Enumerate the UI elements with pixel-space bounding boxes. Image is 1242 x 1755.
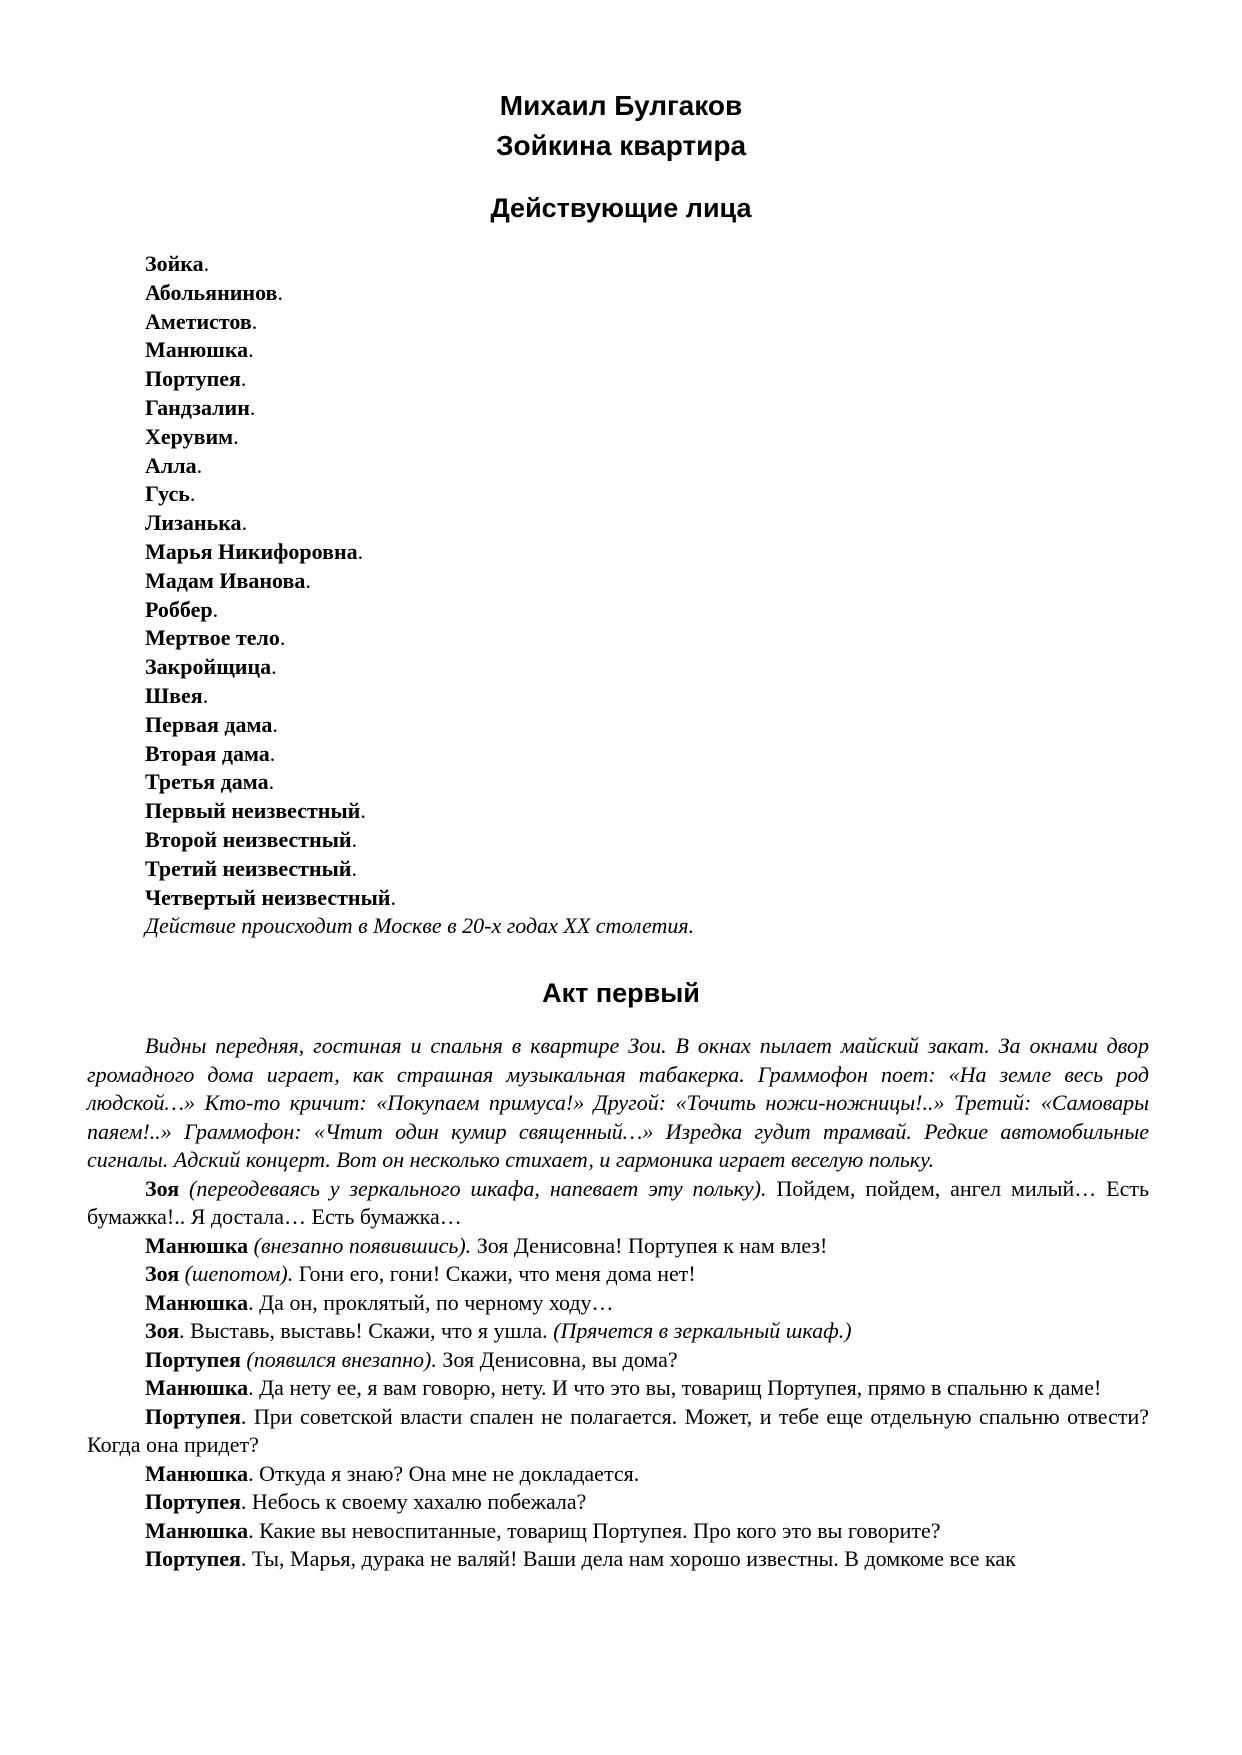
cast-member-name: Манюшка bbox=[145, 337, 249, 363]
dialogue-line bbox=[87, 1460, 1149, 1489]
cast-member-terminator: . bbox=[269, 740, 276, 766]
cast-member bbox=[145, 624, 694, 653]
cast-member bbox=[145, 480, 694, 509]
line-text: Гони его, гони! Скажи, что меня дома нет! bbox=[293, 1261, 696, 1286]
speaker-name: Портупея bbox=[145, 1489, 241, 1514]
stage-remark: (шепотом). bbox=[179, 1261, 294, 1286]
line-text: Пойдем, пойдем, ангел милый… Есть бумажка!.. Я достала… Есть бумажка… bbox=[87, 1175, 1150, 1229]
stage-direction: Видны передняя, гостиная и спальня в квартире Зои. В окнах пылает майский закат. За окнами двор громадного дома играет, как страшная музыкальная табакерка. Граммофон поет: «На земле весь род людской…» Кто-то кричит: «Покупаем примуса!» Другой: «Точить ножи-ножницы!..» Третий: «Самовары паяем!..» Граммофон: «Чтит один кумир священный…» Изредка гудит трамвай. Редкие автомобильные сигналы. Адский концерт. Вот он несколько стихает, и гармоника играет веселую польку. bbox=[87, 1033, 1149, 1172]
cast-member bbox=[145, 279, 694, 308]
cast-member-terminator: . bbox=[351, 826, 358, 852]
speaker-name: Портупея bbox=[145, 1346, 241, 1372]
cast-member-terminator: . bbox=[203, 251, 210, 276]
speaker-name: Портупея bbox=[145, 1546, 241, 1571]
cast-member-terminator: . bbox=[279, 625, 286, 651]
line-text: . Да он, проклятый, по черному ходу… bbox=[248, 1289, 614, 1315]
cast-member-terminator: . bbox=[268, 769, 275, 795]
cast-member-name: Роббер bbox=[145, 596, 213, 622]
cast-member-name: Третья дама bbox=[145, 769, 269, 795]
cast-member-name: Четвертый неизвестный bbox=[145, 884, 391, 910]
dialogue-line bbox=[87, 1374, 1149, 1403]
cast-member-name: Гандзалин bbox=[145, 394, 250, 420]
cast-member-terminator: . bbox=[212, 596, 219, 622]
line-text: . Да нету ее, я вам говорю, нету. И что это вы, товарищ Портупея, прямо в спальню к даме! bbox=[248, 1375, 1102, 1400]
line-text: . Откуда я знаю? Она мне не докладается. bbox=[248, 1460, 640, 1486]
dialogue-line bbox=[87, 1545, 1149, 1574]
cast-member-terminator: . bbox=[202, 682, 209, 708]
speaker-name: Зоя bbox=[145, 1175, 180, 1201]
cast-list bbox=[145, 250, 694, 941]
cast-member-name: Алла bbox=[145, 452, 197, 478]
play-title: Зойкина квартира bbox=[495, 130, 747, 161]
cast-member-name: Херувим bbox=[145, 423, 234, 449]
cast-member bbox=[145, 365, 694, 394]
cast-member-terminator: . bbox=[189, 481, 196, 507]
speaker-name: Манюшка bbox=[145, 1517, 249, 1543]
cast-member-terminator: . bbox=[357, 538, 364, 564]
cast-member bbox=[145, 740, 694, 769]
setting-note: Действие происходит в Москве в 20-х годах XX столетия. bbox=[145, 913, 695, 939]
cast-member-terminator: . bbox=[390, 884, 396, 910]
dialogue-line bbox=[87, 1403, 1149, 1460]
cast-member-terminator: . bbox=[240, 366, 247, 392]
cast-member-terminator: . bbox=[305, 567, 311, 593]
cast-member bbox=[145, 884, 694, 913]
line-text: . Небось к своему хахалю побежала? bbox=[240, 1489, 587, 1514]
line-text: . Какие вы невоспитанные, товарищ Портупея. Про кого это вы говорите? bbox=[248, 1517, 941, 1543]
stage-remark: (внезапно появившись). bbox=[248, 1232, 472, 1258]
cast-member-name: Первая дама bbox=[145, 711, 273, 737]
cast-member-terminator: . bbox=[241, 510, 248, 536]
cast-member bbox=[145, 682, 694, 711]
cast-member-terminator: . bbox=[351, 855, 357, 881]
cast-member-terminator: . bbox=[196, 452, 203, 478]
stage-remark: (переодеваясь у зеркального шкафа, напевает эту польку). bbox=[179, 1175, 767, 1201]
cast-member-name: Портупея bbox=[145, 366, 241, 392]
stage-remark-after: (Прячется в зеркальный шкаф.) bbox=[553, 1318, 852, 1343]
cast-member bbox=[145, 855, 694, 884]
cast-member-name: Первый неизвестный bbox=[145, 798, 361, 824]
cast-member-name: Вторая дама bbox=[145, 740, 270, 766]
cast-member-terminator: . bbox=[251, 308, 258, 334]
speaker-name: Манюшка bbox=[145, 1232, 249, 1258]
cast-member-name: Мадам Иванова bbox=[145, 567, 306, 593]
cast-member bbox=[145, 538, 694, 567]
cast-member-name: Второй неизвестный bbox=[145, 826, 352, 852]
dialogue-line bbox=[87, 1232, 1149, 1261]
cast-member bbox=[145, 711, 694, 740]
dialogue-line bbox=[87, 1260, 1149, 1289]
cast-member-name: Швея bbox=[145, 682, 203, 708]
cast-member bbox=[145, 452, 694, 481]
cast-member-name: Лизанька bbox=[145, 510, 242, 536]
dialogue-line bbox=[87, 1175, 1149, 1232]
dialogue-line bbox=[87, 1517, 1149, 1546]
cast-member bbox=[145, 336, 694, 365]
cast-member-terminator: . bbox=[277, 279, 283, 305]
cast-member bbox=[145, 596, 694, 625]
cast-member bbox=[145, 509, 694, 538]
cast-member-terminator: . bbox=[248, 337, 254, 363]
line-text: . Выставь, выставь! Скажи, что я ушла. bbox=[179, 1318, 554, 1343]
cast-member bbox=[145, 826, 694, 855]
dialogue-line bbox=[87, 1317, 1149, 1346]
act-heading: Акт первый bbox=[542, 978, 700, 1008]
line-text: Зоя Денисовна! Портупея к нам влез! bbox=[471, 1232, 828, 1258]
stage-remark: (появился внезапно). bbox=[240, 1346, 437, 1372]
cast-member-name: Закройщица bbox=[145, 654, 272, 680]
cast-member bbox=[145, 768, 694, 797]
dialogue-line bbox=[87, 1346, 1149, 1375]
cast-member-terminator: . bbox=[233, 423, 239, 449]
cast-member bbox=[145, 394, 694, 423]
cast-member-name: Третий неизвестный bbox=[145, 855, 352, 881]
cast-member-name: Зойка bbox=[145, 251, 204, 276]
cast-member-name: Абольянинов bbox=[145, 279, 278, 305]
line-text: . При советской власти спален не полагается. Может, и тебе еще отдельную спальню отвести? Когда она придет? bbox=[87, 1403, 1149, 1457]
speaker-name: Портупея bbox=[145, 1403, 241, 1429]
cast-member bbox=[145, 567, 694, 596]
dialogue-line bbox=[87, 1289, 1149, 1318]
speaker-name: Зоя bbox=[145, 1261, 180, 1286]
author-name: Михаил Булгаков bbox=[499, 90, 743, 121]
cast-member-terminator: . bbox=[360, 798, 366, 824]
cast-member bbox=[145, 423, 694, 452]
cast-member-name: Мертвое тело bbox=[145, 625, 280, 651]
speaker-name: Манюшка bbox=[145, 1460, 249, 1486]
dialogue-line bbox=[87, 1488, 1149, 1517]
line-text: . Ты, Марья, дурака не валяй! Ваши дела нам хорошо известны. В домкоме все как bbox=[240, 1546, 1016, 1571]
cast-member-name: Гусь bbox=[145, 481, 190, 507]
cast-member-terminator: . bbox=[271, 654, 277, 680]
speaker-name: Зоя bbox=[145, 1318, 180, 1343]
cast-member bbox=[145, 308, 694, 337]
cast-member-name: Аметистов bbox=[145, 308, 252, 334]
act-text bbox=[87, 1032, 1149, 1574]
speaker-name: Манюшка bbox=[145, 1375, 249, 1400]
cast-member bbox=[145, 653, 694, 682]
cast-member bbox=[145, 250, 694, 279]
cast-heading: Действующие лица bbox=[490, 193, 752, 223]
cast-member-name: Марья Никифоровна bbox=[145, 538, 358, 564]
speaker-name: Манюшка bbox=[145, 1289, 249, 1315]
cast-member bbox=[145, 797, 694, 826]
cast-member-terminator: . bbox=[249, 394, 256, 420]
line-text: Зоя Денисовна, вы дома? bbox=[436, 1346, 678, 1372]
cast-member-terminator: . bbox=[272, 711, 278, 737]
